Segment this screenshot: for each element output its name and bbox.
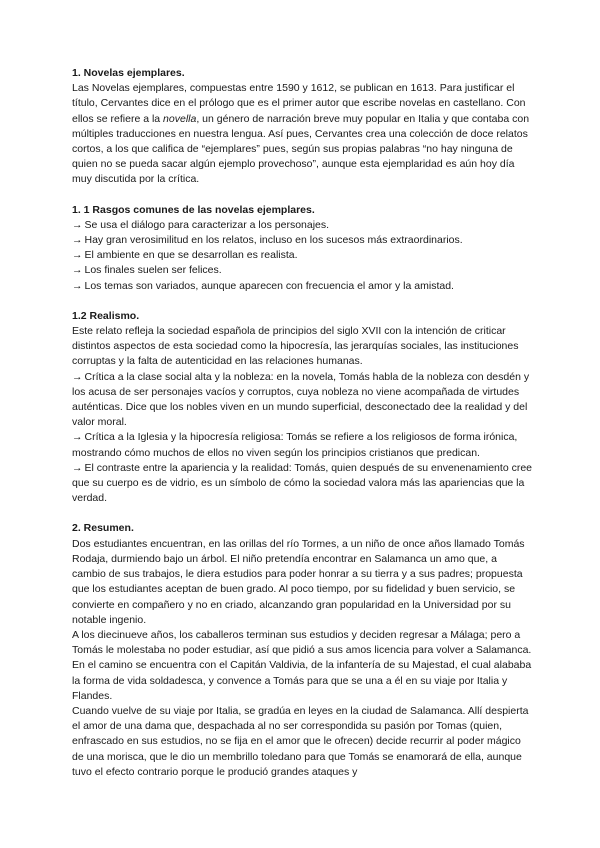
- list-item-text: Los temas son variados, aunque aparecen con frecuencia el amor y la amistad.: [84, 279, 454, 292]
- list-item: [72, 233, 532, 248]
- list-item-text: Los finales suelen ser felices.: [84, 264, 222, 277]
- section-1-paragraph: [72, 81, 532, 187]
- arrow-icon: →: [72, 234, 83, 247]
- realism-intro: Este relato refleja la sociedad española de principios del siglo XVII con la intención de criticar distintos aspectos de esta sociedad como la hipocresía, las jerarquías sociales, las instituciones corruptas y la falta de autenticidad en las relaciones humanas.: [72, 325, 519, 368]
- realism-point: [72, 430, 532, 460]
- arrow-icon: →: [72, 431, 83, 444]
- section-1-text-start: Las Novelas ejemplares, compuestas entre 1590 y 1612, se publican en 1613. Para justificar el título, Cervantes dice en el prólogo que es el primer autor que escribe novelas en castellano. Con ellos se refiere a la: [72, 82, 526, 125]
- realism-point-text: El contraste entre la apariencia y la realidad: Tomás, quien después de su envenenamiento cree que su cuerpo es de vidrio, es un símbolo de cómo la sociedad valora más las apariencias que la verdad.: [72, 461, 533, 505]
- features-list: [72, 218, 532, 294]
- arrow-icon: →: [72, 461, 83, 474]
- list-item: [72, 279, 532, 294]
- summary-paragraph: A los diecinueve años, los caballeros terminan sus estudios y deciden regresar a Málaga; pero a Tomás le molestaba no poder estudiar, así que pidió a sus amos licencia para volver a Salamanca. En el camino se encuentra con el Capitán Valdivia, de la infantería de su Majestad, el cual alababa la forma de vida soldadesca, y convence a Tomás para que se una a él en su viaje por Italia y Flandes.: [72, 628, 532, 702]
- list-item-text: Hay gran verosimilitud en los relatos, incluso en los sucesos más extraordinarios.: [84, 234, 463, 247]
- arrow-icon: →: [72, 264, 83, 277]
- realism-point-text: Crítica a la Iglesia y la hipocresía religiosa: Tomás se refiere a los religiosos de forma irónica, mostrando cómo muchos de ellos no viven según los principios cristianos que predican.: [72, 431, 518, 459]
- section-1-1-heading: 1. 1 Rasgos comunes de las novelas ejemplares.: [72, 203, 315, 216]
- arrow-icon: →: [72, 279, 83, 292]
- realism-point-text: Crítica a la clase social alta y la nobleza: en la novela, Tomás habla de la nobleza con desdén y los acusa de ser personajes vacíos y corruptos, cuya nobleza no viene acompañada de virtudes auténticas. Dice que los nobles viven en un mundo superficial, desconectado dee la realidad y del valor moral.: [72, 370, 530, 429]
- arrow-icon: →: [72, 218, 83, 231]
- document-page: [72, 66, 532, 780]
- section-1-text-end: , un género de narración breve muy popular en Italia y que contaba con múltiples traducciones en nuestra lengua. Así pues, Cervantes crea una colección de doce relatos cortos, a los que califica de “ejemplares” pues, según sus propias palabras “no hay ninguna de quien no se pueda sacar algún ejemplo provechoso”, aunque esta ejemplaridad es aún hoy día muy discutida por la crítica.: [72, 112, 530, 186]
- summary-paragraph: Dos estudiantes encuentran, en las orillas del río Tormes, a un niño de once años llamado Tomás Rodaja, durmiendo bajo un árbol. El niño pretendía encontrar en Salamanca un amo que, a cambio de sus trabajos, le diera estudios para poder honrar a su tierra y a sus padres; propuesta que los estudiantes aceptan de buen grado. Al poco tiempo, por su fidelidad y buen servicio, se convierte en compañero y no en criado, alcanzando gran popularidad en la Universidad por su notable ingenio.: [72, 537, 525, 626]
- arrow-icon: →: [72, 370, 83, 383]
- arrow-icon: →: [72, 249, 83, 262]
- list-item-text: El ambiente en que se desarrollan es realista.: [84, 249, 298, 262]
- section-1-2-heading: 1.2 Realismo.: [72, 309, 140, 322]
- list-item-text: Se usa el diálogo para caracterizar a los personajes.: [84, 218, 330, 231]
- section-1-italic-term: novella: [163, 112, 197, 125]
- realism-point: [72, 461, 532, 507]
- list-item: [72, 263, 532, 278]
- list-item: [72, 248, 532, 263]
- list-item: [72, 218, 532, 233]
- section-1-heading: 1. Novelas ejemplares.: [72, 67, 185, 79]
- realism-point: [72, 370, 532, 431]
- section-2-heading: 2. Resumen.: [72, 522, 134, 535]
- summary-paragraph: Cuando vuelve de su viaje por Italia, se gradúa en leyes en la ciudad de Salamanca. Allí despierta el amor de una dama que, despachada al no ser correspondida su pasión por Tomas (quien, enfrascado en sus estudios, no se fija en el amor que le ofrecen) decide recurrir al poder mágico de una morisca, que le dio un membrillo toledano para que Tomás se enamorará de ella, aunque tuvo el efecto contrario porque le produció grandes ataques y: [72, 704, 529, 778]
